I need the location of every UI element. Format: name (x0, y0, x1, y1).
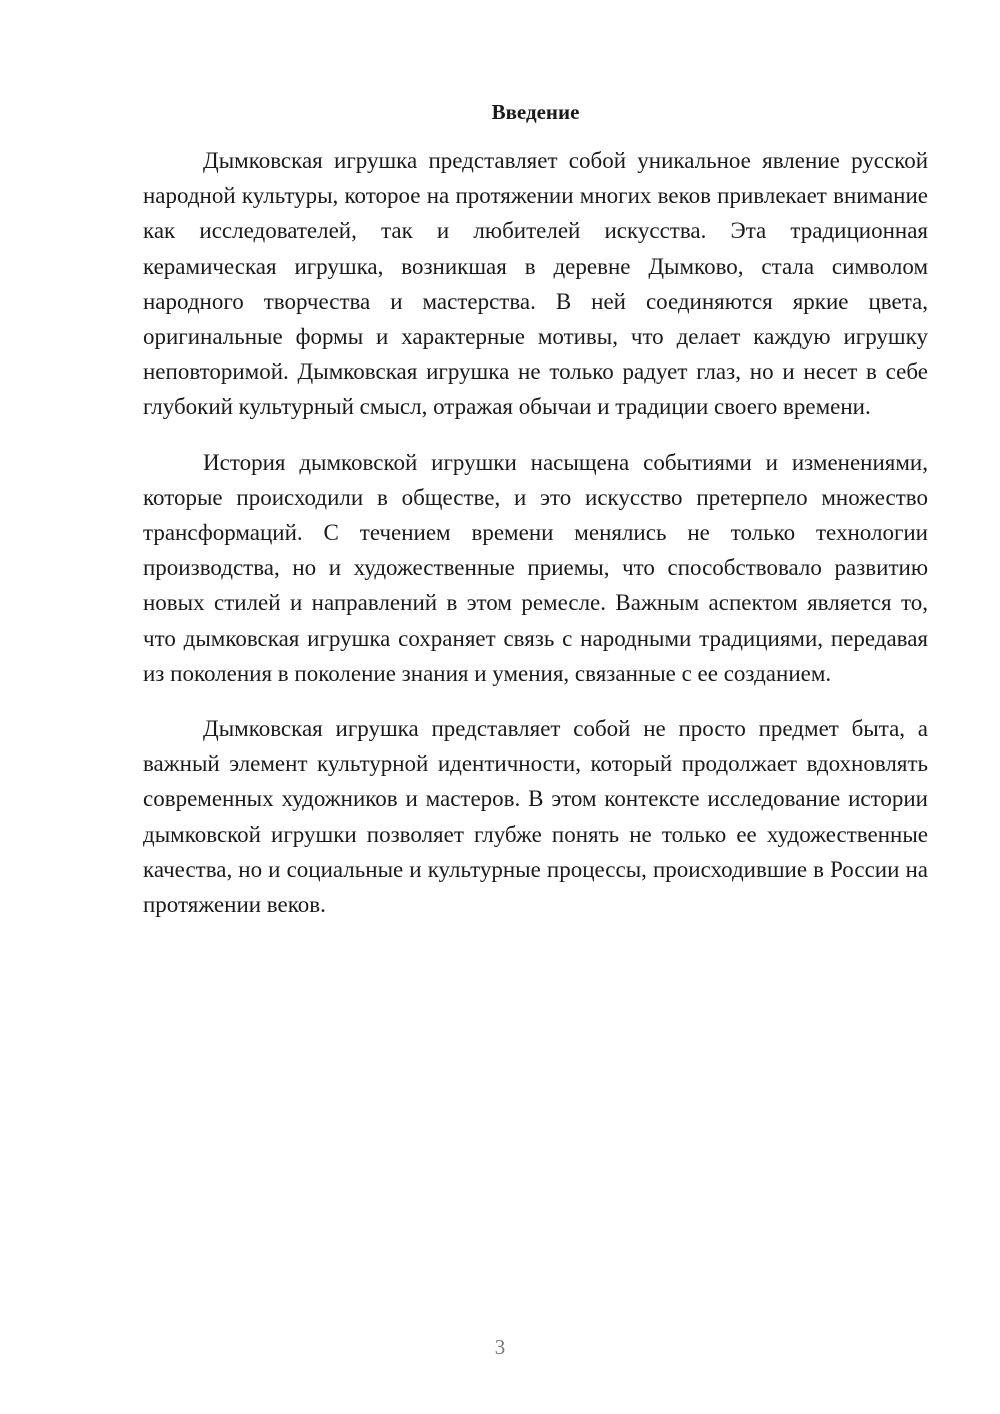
paragraph-3: Дымковская игрушка представляет собой не просто предмет быта, а важный элемент культурной идентичности, который продолжает вдохновлять современных художников и мастеров. В этом контексте исследование истории дымковской игрушки позволяет глубже понять не только ее художественные качества, но и социальные и культурные процессы, происходившие в России на протяжении веков. (143, 716, 928, 918)
paragraph-1: Дымковская игрушка представляет собой уникальное явление русской народной культуры, которое на протяжении многих веков привлекает внимание как исследователей, так и любителей искусства. Эта традиционная керамическая игрушка, возникшая в деревне Дымково, стала символом народного творчества и мастерства. В ней соединяются яркие цвета, оригинальные формы и характерные мотивы, что делает каждую игрушку неповторимой. Дымковская игрушка не только радует глаз, но и несет в себе глубокий культурный смысл, отражая обычаи и традиции своего времени. (143, 148, 928, 420)
section-heading: Введение (491, 100, 580, 124)
body-text (143, 143, 928, 942)
page-number: 3 (494, 1335, 506, 1359)
paragraph-2: История дымковской игрушки насыщена событиями и изменениями, которые происходили в обществе, и это искусство претерпело множество трансформаций. С течением времени менялись не только технологии производства, но и художественные приемы, что способствовало развитию новых стилей и направлений в этом ремесле. Важным аспектом является то, что дымковская игрушка сохраняет связь с народными традициями, передавая из поколения в поколение знания и умения, связанные с ее созданием. (143, 449, 928, 686)
